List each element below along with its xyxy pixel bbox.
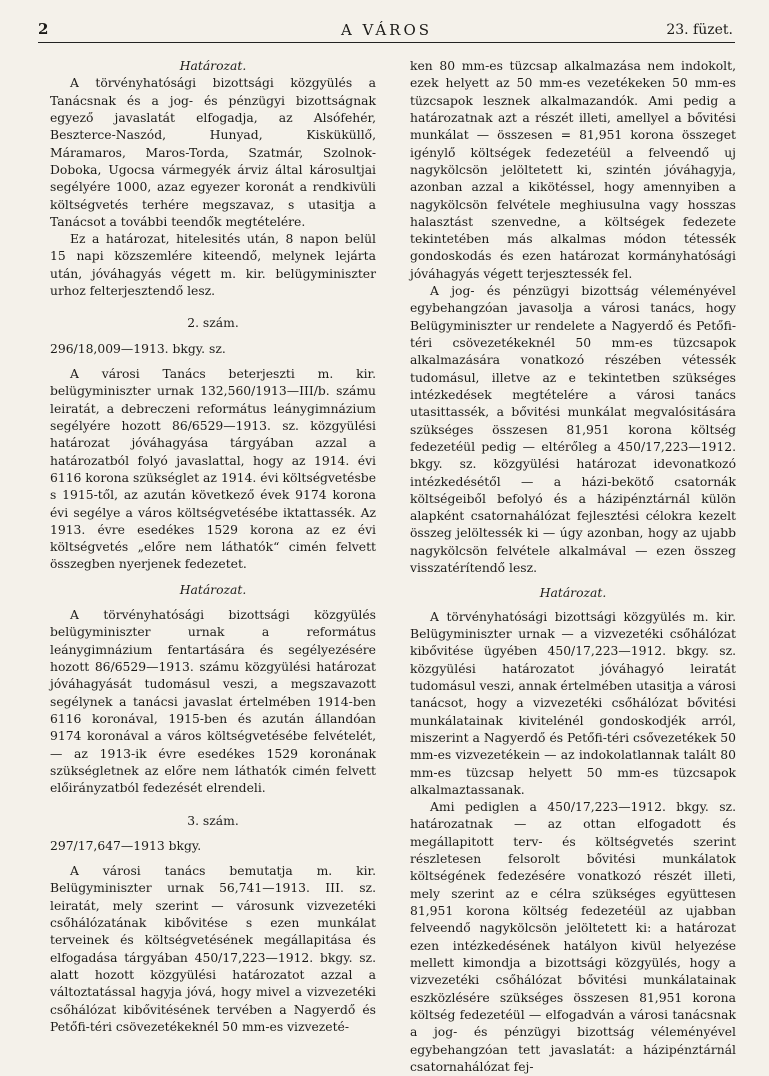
section-heading: Határozat. (539, 586, 607, 601)
issue-number: 23. füzet. (666, 22, 733, 38)
paragraph: ken 80 mm-es tüzcsap alkalmazása nem indokolt, ezek helyett az 50 mm-es vezetékeken 50 mm-es tüzcsapok lesznek alkalmazandók. Ami pedig a határozatnak azt a részét illeti, amellyel a bővitési munkálat — összesen = 81,951 korona összeget igénylő költségek fedezetéül a felveendő uj nagykölcsön jelöltetett ki, szintén jóváhagyja, azonban azzal a kikötéssel, hogy amennyiben a nagykölcsön felvétele meghiusulna vagy hosszas halasztást szenvedne, a költségek fedezete tekintetében más alkalmas módon tétessék gondoskodás és ezen határozat kormányhatósági jóváhagyás végett terjesztessék fel. (410, 59, 736, 281)
item-number: 2. szám. (187, 316, 239, 331)
section-heading: Határozat. (179, 582, 247, 597)
paragraph: A törvényhatósági bizottsági közgyülés a Tanácsnak és a jog- és pénzügyi bizottságnak egyező javaslatát elfogadja, az Alsófehér, Beszterce-Naszód, Hunyad, Kisküküllő, Máramaros, Maros-Torda, Szatmár, Szolnok-Doboka, Ugocsa vármegyék árviz által károsultjai segélyére 1000, azaz egyezer koronát a rendkivüli költségvetés terhére megszavaz, s utasitja a Tanácsot a további teendők megtételére. (50, 76, 376, 229)
journal-title: A VÁROS (340, 21, 433, 39)
page-number: 2 (38, 20, 49, 38)
section-heading: Határozat. (179, 59, 247, 73)
left-column (50, 58, 376, 1036)
right-column (410, 58, 736, 1076)
paragraph: A jog- és pénzügyi bizottság véleményével egybehangzóan javasolja a városi tanács, hogy Belügyminiszter ur rendelete a Nagyerdő és Petőfi-téri csövezetékeknél 50 mm-es tüzcsapok alkalmazására vonatkozó részében vétessék tudomásul, illetve az e tekintetben szükséges intézkedések megtételére a városi tanács utasittassék, a bővitési munkálat megvalósitására szükséges összesen 81,951 korona költség fedezetéül pedig — eltérőleg a 450/17,223—1912. bkgy. sz. közgyülési határozat idevonatkozó intézkedésétől — a házi-bekötő csatornák költségeiből befolyó és a házipénztárnál külön alapként csatornahálózat fejlesztési célokra kezelt összeg jelöltessék ki — úgy azonban, hogy az ujabb nagykölcsön felvétele alkalmával — ezen összeg visszatérítendő lesz. (410, 284, 736, 576)
paragraph: A törvényhatósági bizottsági közgyülés m. kir. Belügyminiszter urnak — a vizvezetéki csőhálózat kibővitése ügyében 450/17,223—1912. bkgy. sz. közgyülési határozatot jóváhagyó leiratát tudomásul veszi, annak értelmében utasitja a városi tanácsot, hogy a vizvezetéki csőhálózat bővitési munkálatainak kivitelénél gondoskodjék arról, miszerint a Nagyerdő és Petőfi-téri csővezetékek 50 mm-es vizvezetékein — az indokolatlannak talált 80 mm-es tüzcsap helyett 50 mm-es tüzcsapok alkalmaztassanak. (410, 609, 736, 797)
paragraph: A törvényhatósági bizottsági közgyülés belügyminiszter urnak a református leánygimnázium fentartására és segélyezésére hozott 86/6529—1913. számu közgyülési határozat jóváhagyását tudomásul veszi, a megszavazott segélynek a tanácsi javaslat értelmében 1914-ben 6116 koronával, 1915-ben és azután állandóan 9174 koronával a város költségvetésébe felvételét, — az 1913-ik évre esedékes 1529 koronának szükségletnek az előre nem láthatók cimén felvett előirányzatból fedezését elrendeli. (50, 608, 376, 796)
paragraph: A városi Tanács beterjeszti m. kir. belügyminiszter urnak 132,560/1913—III/b. számu leiratát, a debreczeni református leánygimnázium segélyére hozott 86/6529—1913. sz. közgyülési határozat jóváhagyása tárgyában azzal a határozatból folyó javaslattal, hogy az 1914. évi 6116 korona szükséglet az 1914. évi költségvetésbe s 1915-től, az azután következő évek 9174 korona évi segélye a város költségvetésébe iktattassék. Az 1913. évre esedékes 1529 korona az ez évi költségvetés „előre nem láthatók“ cimén felvett összegben nyerjenek fedezetet. (50, 367, 376, 572)
item-number: 3. szám. (187, 813, 239, 828)
paragraph: Ami pediglen a 450/17,223—1912. bkgy. sz. határozatnak — az ottan elfogadott és megállapitott terv- és költségvetés szerint részletesen felsorolt bővitési munkálatok költségének fedezésére vonatkozó részét illeti, mely szerint az e célra szükséges együttesen 81,951 korona költség fedezetéül az ujabban felveendő nagykölcsön jelöltetett ki: a határozat ezen intézkedésének hatályon kivül helyezése mellett kimondja a bizottsági közgyülés, hogy a vizvezetéki csőhálózat bővitési munkálatainak eszközlésére szükséges összesen 81,951 korona költség fedezetéül — elfogadván a városi tanácsnak a jog- és pénzügyi bizottság véleményével egybehangzóan tett javaslatát: a házipénztárnál csatornahálózat fej- (410, 800, 736, 1074)
reference-number: 296/18,009—1913. bkgy. sz. (50, 341, 226, 356)
paragraph: Ez a határozat, hitelesités után, 8 napon belül 15 napi közszemlére kiteendő, melynek lejárta után, jóváhagyás végett m. kir. belügyminiszter urhoz felterjesztendő lesz. (50, 232, 376, 299)
reference-number: 297/17,647—1913 bkgy. (50, 838, 202, 853)
page-header (38, 18, 735, 43)
paragraph: A városi tanács bemutatja m. kir. Belügyminiszter urnak 56,741—1913. III. sz. leiratát, mely szerint — városunk vizvezetéki csőhálózatának kibővitése s ezen munkálat terveinek és költségvetésének megállapitása és elfogadása tárgyában 450/17,223—1912. bkgy. sz. alatt hozott közgyülési határozatot azzal a változtatással hagyja jóvá, hogy mivel a vizvezetéki csőhálózat kibővitésének tervében a Nagyerdő és Petőfi-téri csövezetékeknél 50 mm-es vizvezeté- (50, 864, 376, 1034)
